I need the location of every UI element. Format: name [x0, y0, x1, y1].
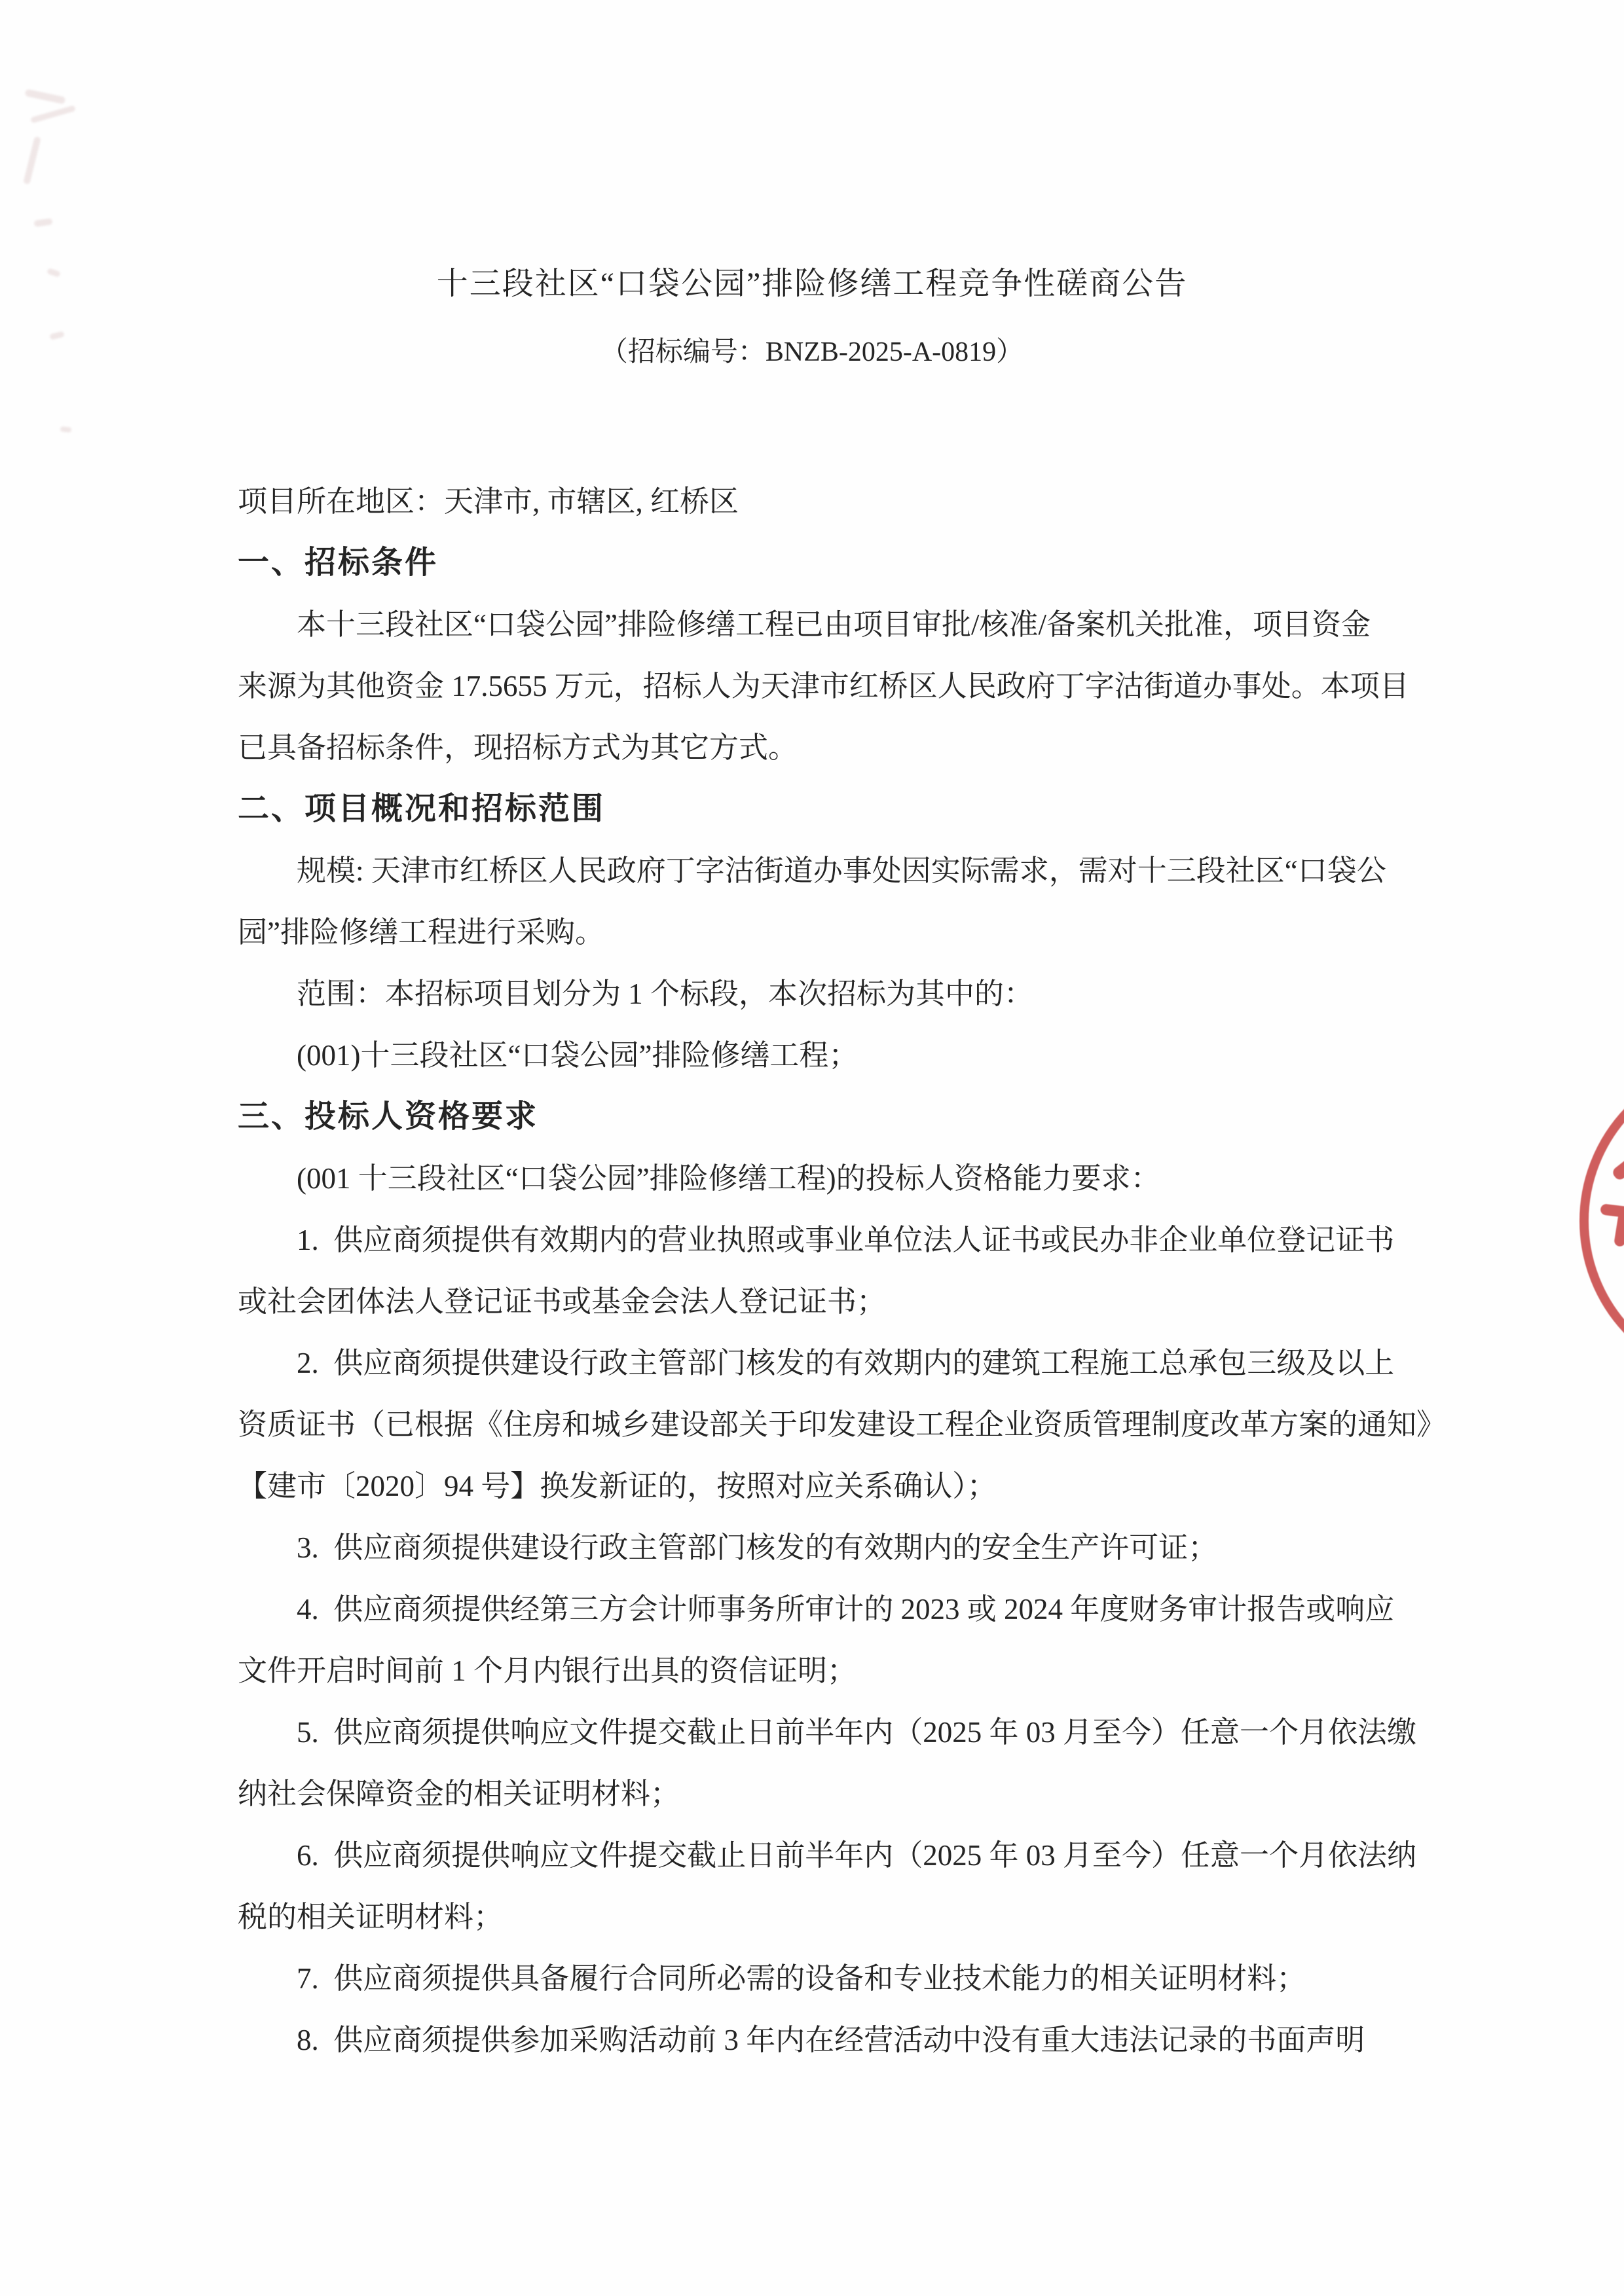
doc-line: 4. 供应商须提供经第三方会计师事务所审计的 2023 或 2024 年度财务审计报告或响应	[297, 1593, 1395, 1626]
doc-line: (001)十三段社区“口袋公园”排险修缮工程；	[297, 1039, 858, 1072]
section-heading: 一、招标条件	[238, 545, 439, 580]
doc-line: 已具备招标条件，现招标方式为其它方式。	[238, 731, 798, 764]
official-seal-icon	[1579, 1058, 1624, 1384]
doc-line: 1. 供应商须提供有效期内的营业执照或事业单位法人证书或民办非企业单位登记证书	[297, 1224, 1395, 1256]
pen-mark	[30, 105, 76, 124]
pen-mark	[23, 136, 41, 185]
doc-line: 文件开启时间前 1 个月内银行出具的资信证明；	[238, 1654, 857, 1687]
doc-line: 规模: 天津市红桥区人民政府丁字沽街道办事处因实际需求，需对十三段社区“口袋公	[297, 854, 1386, 887]
pen-mark	[33, 218, 52, 227]
doc-line: 或社会团体法人登记证书或基金会法人登记证书；	[238, 1285, 887, 1318]
document-body	[238, 471, 1447, 2071]
seal-character-fragment	[1614, 1212, 1624, 1247]
pen-mark	[60, 426, 72, 433]
doc-line: 范围：本招标项目划分为 1 个标段，本次招标为其中的：	[297, 977, 1034, 1010]
doc-line: 3. 供应商须提供建设行政主管部门核发的有效期内的安全生产许可证；	[297, 1531, 1218, 1564]
doc-line: 税的相关证明材料；	[238, 1901, 504, 1933]
doc-line: 7. 供应商须提供具备履行合同所必需的设备和专业技术能力的相关证明材料；	[297, 1962, 1306, 1995]
doc-line: 8. 供应商须提供参加采购活动前 3 年内在经营活动中没有重大违法记录的书面声明	[297, 2024, 1365, 2056]
doc-line: 5. 供应商须提供响应文件提交截止日前半年内（2025 年 03 月至今）任意一个月依法缴	[297, 1716, 1417, 1749]
seal-character-fragment	[1611, 1149, 1624, 1182]
doc-line: 资质证书（已根据《住房和城乡建设部关于印发建设工程企业资质管理制度改革方案的通知》	[238, 1408, 1447, 1441]
doc-line: 园”排险修缮工程进行采购。	[238, 916, 604, 949]
doc-line: 2. 供应商须提供建设行政主管部门核发的有效期内的建筑工程施工总承包三级及以上	[297, 1347, 1395, 1379]
doc-line: 本十三段社区“口袋公园”排险修缮工程已由项目审批/核准/备案机关批准，项目资金	[297, 608, 1371, 641]
document-subtitle: （招标编号：BNZB-2025-A-0819）	[600, 337, 1024, 367]
pen-mark	[25, 89, 66, 105]
doc-line: 纳社会保障资金的相关证明材料；	[238, 1777, 680, 1810]
section-heading: 二、项目概况和招标范围	[238, 792, 606, 826]
doc-line: 项目所在地区：天津市, 市辖区, 红桥区	[238, 485, 739, 518]
section-heading: 三、投标人资格要求	[238, 1099, 539, 1134]
doc-line: 【建市〔2020〕94 号】换发新证的，按照对应关系确认）；	[238, 1470, 997, 1503]
doc-line: (001 十三段社区“口袋公园”排险修缮工程)的投标人资格能力要求：	[297, 1162, 1160, 1195]
doc-line: 6. 供应商须提供响应文件提交截止日前半年内（2025 年 03 月至今）任意一个月依法纳	[297, 1839, 1417, 1872]
document-title: 十三段社区“口袋公园”排险修缮工程竞争性磋商公告	[436, 266, 1188, 301]
doc-line: 来源为其他资金 17.5655 万元，招标人为天津市红桥区人民政府丁字沽街道办事处。本项目	[238, 670, 1409, 702]
